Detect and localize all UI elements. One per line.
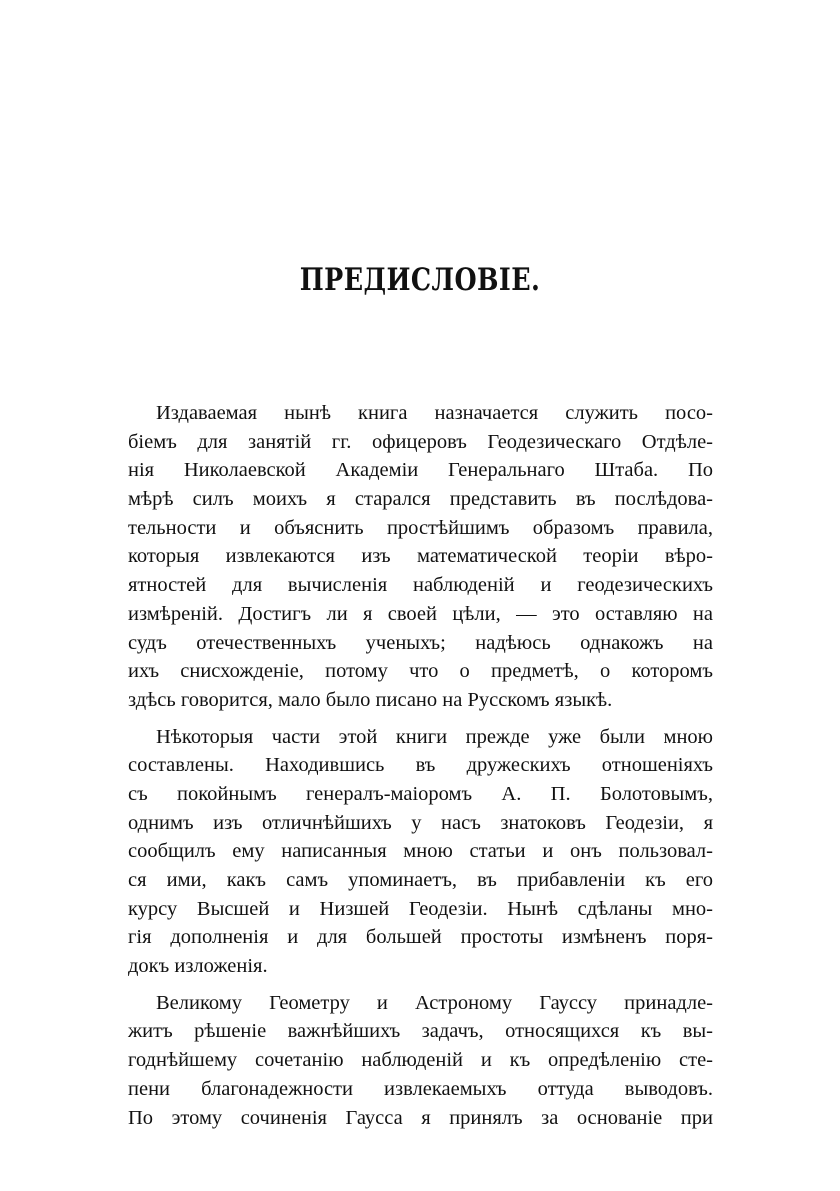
text-line: біемъ для занятій гг. офицеровъ Геодезическаго Отдѣле- [128, 430, 713, 453]
text-line: составлены. Находившись въ дружескихъ отношеніяхъ [128, 754, 713, 777]
text-line: житъ рѣшеніе важнѣйшихъ задачъ, относящихся къ вы- [128, 1020, 713, 1043]
page-title: ПРЕДИСЛОВІЕ. [299, 262, 541, 298]
text-line: здѣсь говорится, мало было писано на Русскомъ языкѣ. [128, 688, 613, 711]
text-line: гія дополненія и для большей простоты измѣненъ поря- [128, 926, 713, 949]
text-line: ятностей для вычисленія наблюденій и геодезическихъ [128, 574, 713, 597]
text-line: Издаваемая нынѣ книга назначается служить посо- [156, 402, 713, 424]
text-line: однимъ изъ отличнѣйшихъ у насъ знатоковъ Геодезіи, я [128, 811, 713, 834]
paragraph-3 [128, 989, 713, 1132]
paragraph-2 [128, 723, 713, 981]
text-line: курсу Высшей и Низшей Геодезіи. Нынѣ сдѣланы мно- [128, 897, 713, 920]
text-line: ихъ снисхожденіе, потому что о предметѣ, о которомъ [128, 660, 713, 683]
paragraph-gap [128, 981, 713, 989]
text-line: сообщилъ ему написанныя мною статьи и онъ пользовал- [128, 840, 713, 863]
text-line: докъ изложенія. [128, 955, 268, 978]
paragraph-1 [128, 399, 713, 715]
text-line: ся ими, какъ самъ упоминаетъ, въ прибавленіи къ его [128, 869, 713, 891]
text-line: съ покойнымъ генералъ-маіоромъ А. П. Болотовымъ, [128, 782, 713, 805]
paragraph-gap [128, 715, 713, 723]
text-line: Великому Геометру и Астроному Гауссу принадле- [156, 991, 713, 1014]
text-line: Нѣкоторыя части этой книги прежде уже были мною [156, 725, 713, 748]
text-line: судъ отечественныхъ ученыхъ; надѣюсь однакожъ на [128, 631, 713, 654]
text-line: которыя извлекаются изъ математической теоріи вѣро- [128, 545, 713, 568]
text-line: По этому сочиненія Гаусса я принялъ за основаніе при [128, 1106, 713, 1129]
text-line: тельности и объяснить простѣйшимъ образомъ правила, [128, 516, 713, 539]
text-line: мѣрѣ силъ моихъ я старался представить въ послѣдова- [128, 488, 713, 511]
preface-text [128, 399, 713, 1132]
text-line: измѣреній. Достигъ ли я своей цѣли, — это оставляю на [128, 602, 713, 625]
text-line: пени благонадежности извлекаемыхъ оттуда выводовъ. [128, 1077, 713, 1100]
text-line: годнѣйшему сочетанію наблюденій и къ опредѣленію сте- [128, 1049, 713, 1072]
text-line: нія Николаевской Академіи Генеральнаго Штаба. По [128, 459, 713, 482]
